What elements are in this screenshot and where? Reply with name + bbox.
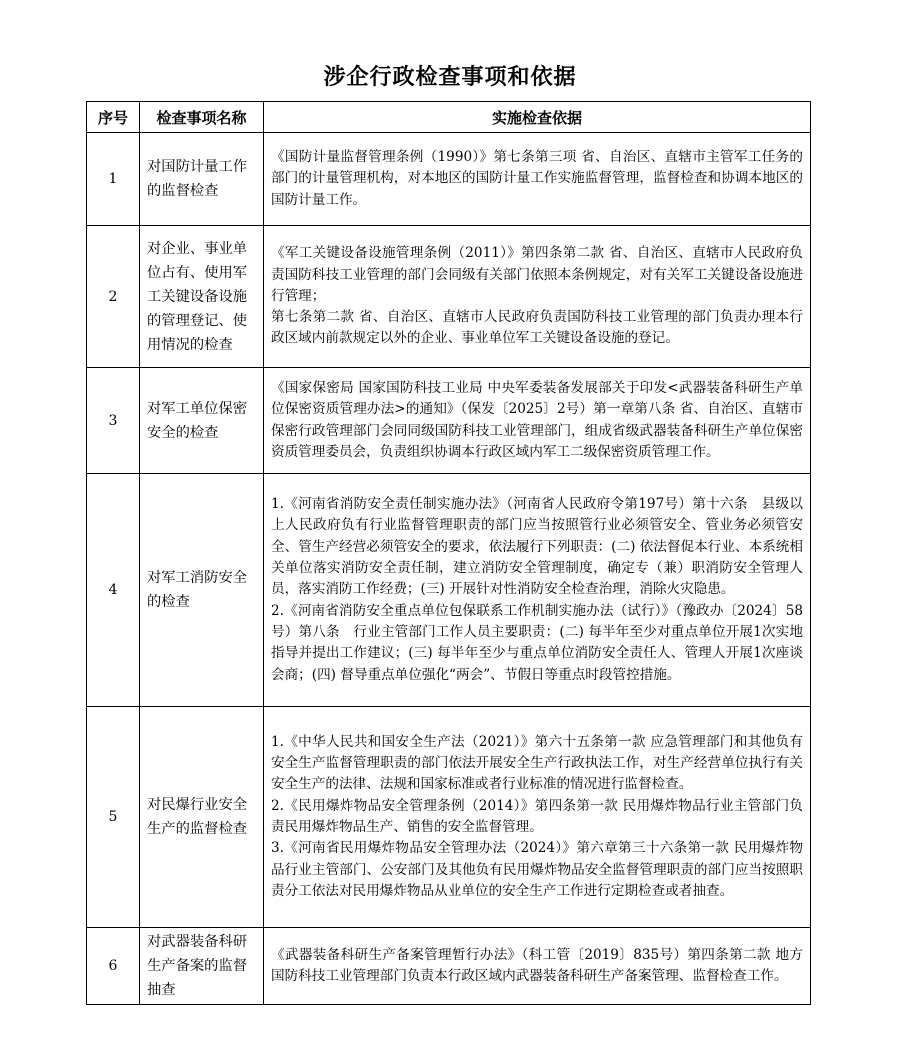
page-title: 涉企行政检查事项和依据	[323, 65, 577, 90]
row-number: 3	[87, 368, 140, 474]
basis-cell	[264, 707, 811, 928]
table-row	[87, 928, 811, 1005]
table-row	[87, 474, 811, 707]
header-basis: 实施检查依据	[264, 102, 811, 133]
basis-paragraph: 1.《中华人民共和国安全生产法（2021）》第六十五条第一款 应急管理部门和其他负有安全生产监督管理职责的部门依法开展安全生产行政执法工作，对生产经营单位执行有关安全生产的法律、法规和国家标准或者行业标准的情况进行监督检查。	[271, 733, 803, 793]
basis-paragraph: 《国防计量监督管理条例（1990）》第七条第三项 省、自治区、直辖市主管军工任务的部门的计量管理机构，对本地区的国防计量工作实施监督管理，监督检查和协调本地区的国防计量工作。	[271, 149, 803, 208]
table-row	[87, 707, 811, 928]
table-row	[87, 226, 811, 368]
table-row	[87, 133, 811, 226]
header-item-name: 检查事项名称	[140, 102, 264, 133]
basis-cell	[264, 368, 811, 474]
basis-cell	[264, 474, 811, 707]
item-name: 对军工单位保密安全的检查	[140, 368, 264, 474]
row-number: 5	[87, 707, 140, 928]
table-row	[87, 368, 811, 474]
row-number: 1	[87, 133, 140, 226]
basis-paragraph: 《武器装备科研生产备案管理暂行办法》（科工管〔2019〕835号）第四条第二款 地方国防科技工业管理部门负责本行政区域内武器装备科研生产备案管理、监督检查工作。	[271, 946, 803, 984]
row-number: 2	[87, 226, 140, 368]
basis-cell	[264, 928, 811, 1005]
basis-paragraph: 《国家保密局 国家国防科技工业局 中央军委装备发展部关于印发<武器装备科研生产单位保密资质管理办法>的通知》（保发〔2025〕2号）第一章第八条 省、自治区、直辖市保密行政管理部门会同同级国防科技工业管理部门，组成省级武器装备科研生产单位保密资质管理委员会，负责组织协调本行政区域内军工二级保密资质管理工作。	[271, 379, 803, 460]
item-name: 对民爆行业安全生产的监督检查	[140, 707, 264, 928]
basis-paragraph: 1.《河南省消防安全责任制实施办法》（河南省人民政府令第197号）第十六条 县级以上人民政府负有行业监督管理职责的部门应当按照管行业必须管安全、管业务必须管安全、管生产经营必须管安全的要求，依法履行下列职责：(二) 依法督促本行业、本系统相关单位落实消防安全责任制，建立消防安全管理制度，确定专（兼）职消防安全管理人员，落实消防工作经费；(三) 开展针对性消防安全检查治理，消除火灾隐患。	[271, 496, 803, 598]
basis-paragraph: 2.《河南省消防安全重点单位包保联系工作机制实施办法（试行）》（豫政办〔2024〕58号）第八条 行业主管部门工作人员主要职责：(二) 每半年至少对重点单位开展1次实地指导并提出工作建议；(三) 每半年至少与重点单位消防安全责任人、管理人开展1次座谈会商；(四) 督导重点单位强化“两会”、节假日等重点时段管控措施。	[271, 602, 803, 683]
basis-cell	[264, 226, 811, 368]
table-header-row	[87, 102, 811, 133]
inspection-table	[86, 101, 811, 1005]
header-serial-number: 序号	[87, 102, 140, 133]
item-name: 对国防计量工作的监督检查	[140, 133, 264, 226]
row-number: 6	[87, 928, 140, 1005]
basis-paragraph: 第七条第二款 省、自治区、直辖市人民政府负责国防科技工业管理的部门负责办理本行政区域内前款规定以外的企业、事业单位军工关键设备设施的登记。	[271, 309, 803, 347]
basis-cell	[264, 133, 811, 226]
basis-paragraph: 3.《河南省民用爆炸物品安全管理办法（2024）》第六章第三十六条第一款 民用爆炸物品行业主管部门、公安部门及其他负有民用爆炸物品安全监督管理职责的部门应当按照职责分工依法对民用爆炸物品从业单位的安全生产工作进行定期检查或者抽查。	[271, 840, 803, 899]
basis-paragraph: 《军工关键设备设施管理条例（2011）》第四条第二款 省、自治区、直辖市人民政府负责国防科技工业管理的部门会同级有关部门依照本条例规定，对有关军工关键设备设施进行管理；	[271, 245, 803, 304]
row-number: 4	[87, 474, 140, 707]
basis-paragraph: 2.《民用爆炸物品安全管理条例（2014）》第四条第一款 民用爆炸物品行业主管部门负责民用爆炸物品生产、销售的安全监督管理。	[271, 797, 803, 835]
item-name: 对武器装备科研生产备案的监督抽查	[140, 928, 264, 1005]
item-name: 对企业、事业单位占有、使用军工关键设备设施的管理登记、使用情况的检查	[140, 226, 264, 368]
item-name: 对军工消防安全的检查	[140, 474, 264, 707]
